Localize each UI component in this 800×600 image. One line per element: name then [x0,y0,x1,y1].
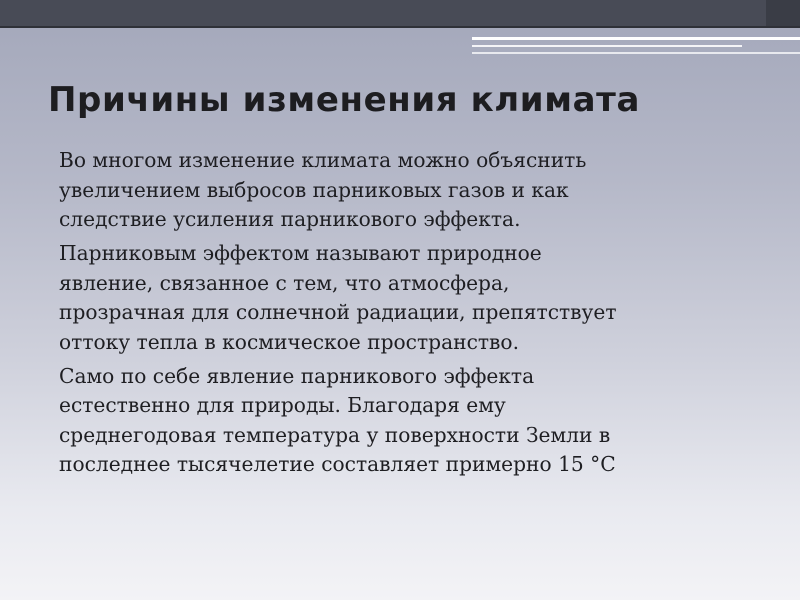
paragraph-2: Парниковым эффектом называют природное явление, связанное с тем, что атмосфера, прозрачная для солнечной радиации, препятствует оттоку тепла в космическое пространство. [59,241,617,354]
top-decor-bar-edge [0,26,800,28]
decor-line [472,37,800,40]
paragraph-1: Во многом изменение климата можно объяснить увеличением выбросов парниковых газов и как следствие усиления парникового эффекта. [59,148,587,231]
top-decor-bar [0,0,800,26]
slide-title: Причины изменения климата [48,80,641,120]
paragraph-3: Само по себе явление парникового эффекта естественно для природы. Благодаря ему среднегодовая температура у поверхности Земли в последнее тысячелетие составляет примерно 15 °С [59,363,616,476]
slide-body [59,146,771,484]
top-right-decor-panel [766,0,800,26]
decor-line [472,52,800,54]
decor-line [472,45,742,47]
